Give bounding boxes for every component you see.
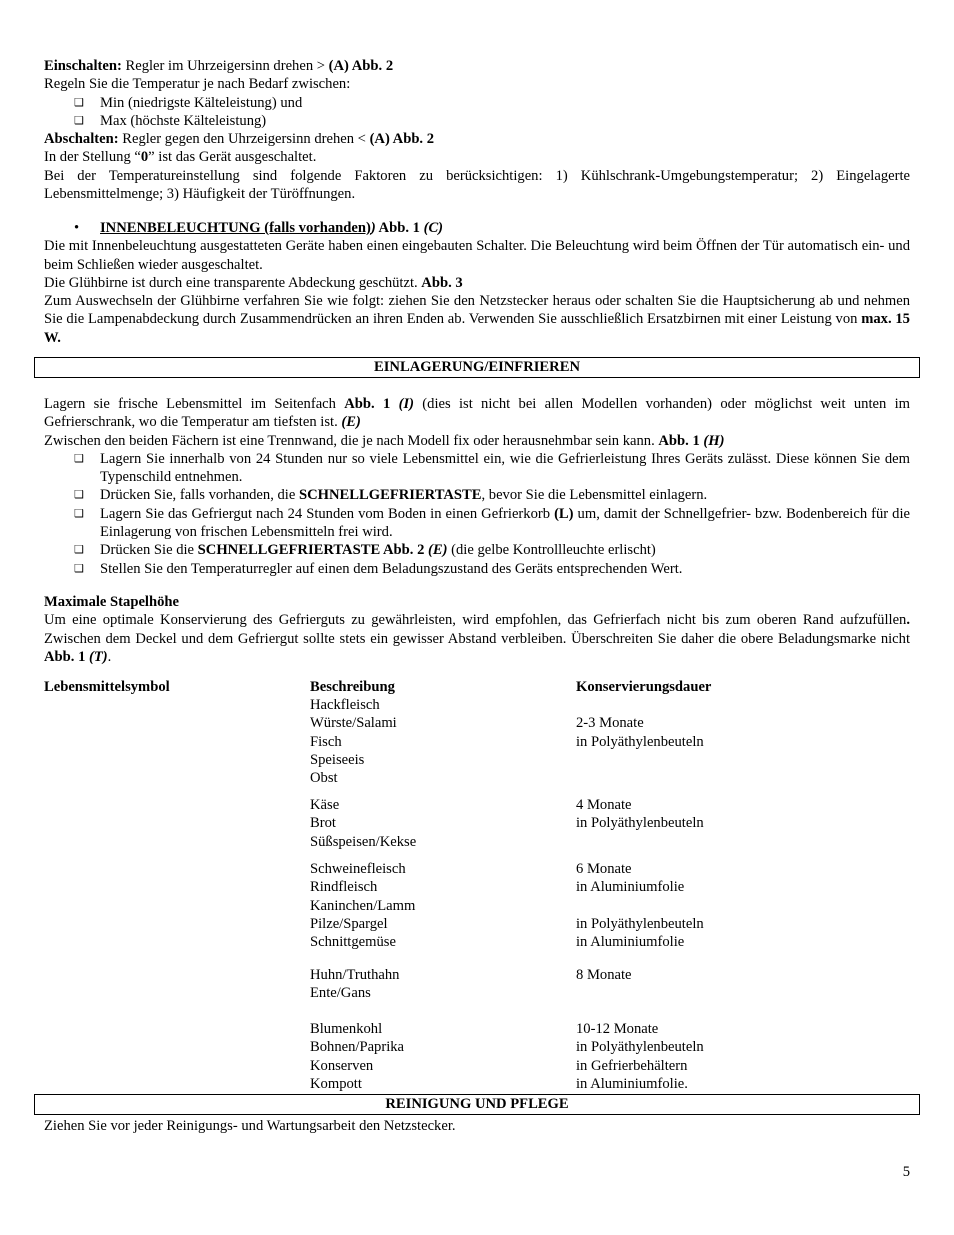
reinigung-paragraph: Ziehen Sie vor jeder Reinigungs- und Wartungsarbeit den Netzstecker. [44,1118,456,1134]
table-cell: in Aluminiumfolie. [576,1075,688,1092]
innenbeleuchtung-paragraph-1: Die mit Innenbeleuchtung ausgestatteten Geräte haben einen eingebauten Schalter. Die Beleuchtung wird beim Öffnen der Tür automatisch ein- und beim Schließen wieder ausgeschaltet. [44,238,910,273]
stapelhoehe-heading: Maximale Stapelhöhe [44,594,179,610]
table-cell: Hackfleisch [310,697,380,713]
table-cell: Obst [310,770,338,787]
table-cell: in Gefrierbehältern [576,1057,688,1074]
innenbeleuchtung-paragraph-3: Zum Auswechseln der Glühbirne verfahren Sie wie folgt: ziehen Sie den Netzstecker heraus oder schalten Sie die Hauptsicherung ab und nehmen Sie die Lampenabdeckung durch Zusammendrücken an ihren Enden ab. Verwenden Sie ausschließlich Ersatzbirnen mit einer Leistung von max. 15 W. [44,293,910,346]
table-cell: Blumenkohl [310,1021,383,1037]
table-group-duration [576,966,632,984]
table-cell [576,897,704,915]
table-cell [576,696,704,714]
checkbox-bullet-icon: ❑ [74,114,84,127]
stellung-line: In der Stellung “0” ist das Gerät ausgeschaltet. [44,149,317,166]
list-item: ❑ Drücken Sie die SCHNELLGEFRIERTASTE Abb. 2 (E) (die gelbe Kontrollleuchte erlischt) [74,542,656,559]
innenbeleuchtung-heading: • INNENBELEUCHTUNG (falls vorhanden)) Abb. 1 (C) [74,220,444,236]
table-header-description: Beschreibung [310,679,395,695]
table-cell: Ente/Gans [310,985,371,1002]
table-cell: Kaninchen/Lamm [310,897,416,914]
list-item: ❑ Min (niedrigste Kälteleistung) und [74,94,303,111]
checkbox-bullet-icon: ❑ [74,544,84,557]
table-cell: Pilze/Spargel [310,915,388,932]
table-cell: in Polyäthylenbeuteln [576,915,704,932]
table-group-duration [576,1020,704,1093]
table-cell: Speiseeis [310,751,365,768]
table-group-desc [310,796,416,851]
section-stapelhoehe [44,593,910,666]
table-group-desc [310,1020,404,1093]
table-cell: in Polyäthylenbeuteln [576,1039,704,1056]
stapelhoehe-paragraph: Um eine optimale Konservierung des Gefrierguts zu gewährleisten, wird empfohlen, das Gefrierfach nicht bis zum oberen Rand aufzufüllen. Zwischen dem Deckel und dem Gefriergut sollte stets ein gewisser Abstand verbleiben. Überschreiten Sie daher die obere Beladungsmarke nicht Abb. 1 (T). [44,612,910,665]
table-cell: 2-3 Monate [576,715,644,732]
table-cell: Rindfleisch [310,879,378,896]
table-cell: 8 Monate [576,967,632,983]
list-item: ❑ Drücken Sie, falls vorhanden, die SCHNELLGEFRIERTASTE, bevor Sie die Lebensmittel einlagern. [74,487,708,504]
table-group-duration [576,860,704,951]
table-cell: Konserven [310,1057,374,1074]
table-cell: Käse [310,797,340,813]
table-group-duration [576,696,704,751]
table-cell: Süßspeisen/Kekse [310,833,417,850]
list-item: ❑ Lagern Sie innerhalb von 24 Stunden nur so viele Lebensmittel ein, wie die Gefrierleistung Ihres Geräts zulässt. Diese können Sie dem Typenschild entnehmen. [74,450,910,486]
section-reinigung [44,1117,910,1135]
einlagerung-paragraph-2: Zwischen den beiden Fächern ist eine Trennwand, die je nach Modell fix oder herausnehmbar sein kann. Abb. 1 (H) [44,432,725,449]
section-temperature [44,57,910,203]
table-cell: Huhn/Truthahn [310,967,400,983]
einlagerung-paragraph-1: Lagern sie frische Lebensmittel im Seitenfach Abb. 1 (I) (dies ist nicht bei allen Modellen vorhanden) oder möglichst weit unten im Gefrierschrank, wo die Temperatur am tiefsten ist. (E) [44,396,910,431]
table-group-desc [310,696,397,787]
table-cell: 4 Monate [576,797,632,813]
innenbeleuchtung-paragraph-2: Die Glühbirne ist durch eine transparente Abdeckung geschützt. Abb. 3 [44,274,463,291]
table-cell: Schweinefleisch [310,861,406,877]
section-header-reinigung: REINIGUNG UND PFLEGE [34,1094,920,1115]
checkbox-bullet-icon: ❑ [74,507,84,520]
section-einlagerung [44,395,910,578]
table-group-desc [310,860,415,951]
checkbox-bullet-icon: ❑ [74,489,84,502]
table-cell: Fisch [310,733,342,750]
checkbox-bullet-icon: ❑ [74,96,84,109]
table-group-duration [576,796,704,833]
table-cell: Kompott [310,1075,362,1092]
section-innenbeleuchtung [44,219,910,347]
table-header-symbol: Lebensmittelsymbol [44,679,170,695]
table-cell: in Aluminiumfolie [576,934,685,951]
table-cell: Schnittgemüse [310,934,396,951]
faktoren-paragraph: Bei der Temperatureinstellung sind folgende Faktoren zu berücksichtigen: 1) Kühlschrank-Umgebungstemperatur; 2) Eingelagerte Lebensmittelmenge; 3) Häufigkeit der Türöffnungen. [44,167,910,203]
list-item: ❑ Stellen Sie den Temperaturregler auf einen dem Beladungszustand des Geräts entsprechenden Wert. [74,560,683,577]
checkbox-bullet-icon: ❑ [74,452,84,465]
bullet-dot-icon: • [74,220,80,236]
table-cell: Bohnen/Paprika [310,1039,405,1056]
table-group-desc [310,966,399,1003]
table-header-duration: Konservierungsdauer [576,679,712,695]
checkbox-bullet-icon: ❑ [74,562,84,575]
list-item: ❑ Lagern Sie das Gefriergut nach 24 Stunden vom Boden in einen Gefrierkorb (L) um, damit der Schnellgefrier- bzw. Bodenbereich für die Einlagerung von frischen Lebensmitteln frei wird. [74,505,911,541]
regeln-line: Regeln Sie die Temperatur je nach Bedarf zwischen: [44,76,351,93]
table-cell: in Aluminiumfolie [576,879,685,896]
table-cell: in Polyäthylenbeuteln [576,733,704,750]
table-cell: 6 Monate [576,861,632,877]
page-number: 5 [902,1164,910,1180]
section-header-einlagerung: EINLAGERUNG/EINFRIEREN [34,357,920,378]
table-cell: in Polyäthylenbeuteln [576,815,704,832]
list-item: ❑ Max (höchste Kälteleistung) [74,112,267,129]
einschalten-line: Einschalten: Regler im Uhrzeigersinn drehen > (A) Abb. 2 [44,58,394,74]
abschalten-line: Abschalten: Regler gegen den Uhrzeigersinn drehen < (A) Abb. 2 [44,131,435,148]
table-cell: Brot [310,815,336,832]
table-cell: 10-12 Monate [576,1021,659,1037]
table-cell: Würste/Salami [310,715,397,732]
